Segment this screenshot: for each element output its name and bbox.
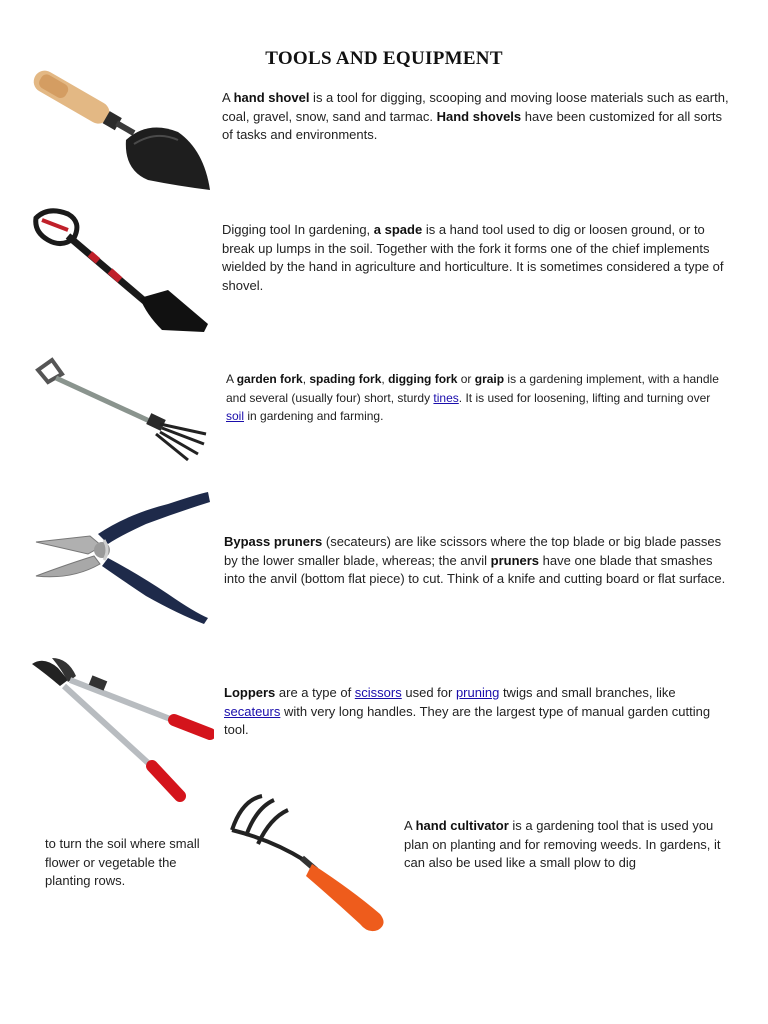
term-loppers: Loppers <box>224 685 276 700</box>
link-tines[interactable]: tines <box>433 390 459 405</box>
link-pruning[interactable]: pruning <box>455 685 500 700</box>
cultivator-continued-text: to turn the soil where small flower or vegetable the planting rows. <box>45 836 200 888</box>
term-spade: a spade <box>373 222 423 237</box>
term-pruners: pruners <box>490 552 540 568</box>
term-bypass-pruners: Bypass pruners <box>224 534 323 549</box>
garden-fork-image <box>28 352 214 470</box>
term-hand-shovel: hand shovel <box>233 90 310 105</box>
spade-description: Digging tool In gardening, a spade is a hand tool used to dig or loosen ground, or to break up lumps in the soil. Together with the fork it forms one of the chief implements wielded by the hand in agriculture and horticulture. It is sometimes considered a type of shovel. <box>222 222 724 293</box>
garden-fork-description: A garden fork, spading fork, digging fork or graip is a gardening implement, with a handle and several (usually four) short, sturdy tines. It is used for loosening, lifting and turning over soil in gardening and farming. <box>226 372 719 423</box>
term-hand-shovels: Hand shovels <box>436 108 522 124</box>
page-title: TOOLS AND EQUIPMENT <box>265 48 503 69</box>
link-secateurs[interactable]: secateurs <box>224 703 281 719</box>
loppers-image <box>28 652 214 804</box>
hand-shovel-image <box>28 62 214 194</box>
hand-shovel-description: A hand shovel is a tool for digging, scooping and moving loose materials such as earth, coal, gravel, snow, sand and tarmac. Hand shovels have been customized for all sorts of tasks and environments. <box>222 90 729 142</box>
pruners-description: Bypass pruners (secateurs) are like scissors where the top blade or big blade passes by the lower smaller blade, whereas; the anvil pruners have one blade that smashes into the anvil (bottom flat piece) to cut. Think of a knife and cutting board or flat surface. <box>224 534 726 586</box>
link-soil[interactable]: soil <box>226 409 245 423</box>
term-digging-fork: digging fork <box>388 372 458 386</box>
term-garden-fork: garden fork <box>236 372 303 386</box>
loppers-description: Loppers are a type of scissors used for pruning twigs and small branches, like secateurs with very long handles. They are the largest type of manual garden cutting tool. <box>224 685 711 737</box>
cultivator-description: A hand cultivator is a gardening tool that is used you plan on planting and for removing weeds. In gardens, it can also be used like a small plow to dig <box>404 818 721 870</box>
pruners-image <box>28 484 214 624</box>
term-spading-fork: spading fork <box>309 372 382 386</box>
hand-cultivator-image <box>212 790 394 936</box>
term-graip: graip <box>474 372 505 386</box>
spade-image <box>28 206 214 336</box>
term-hand-cultivator: hand cultivator <box>415 818 509 833</box>
link-scissors[interactable]: scissors <box>354 685 402 700</box>
